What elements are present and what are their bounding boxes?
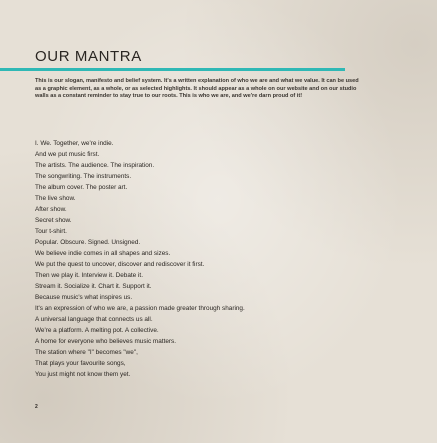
mantra-line: We believe indie comes in all shapes and sizes. xyxy=(35,250,171,257)
mantra-line: We put the quest to uncover, discover and rediscover it first. xyxy=(35,261,205,268)
mantra-line: That plays your favourite songs, xyxy=(35,360,126,367)
mantra-line: Then we play it. Interview it. Debate it. xyxy=(35,272,143,279)
mantra-line: The album cover. The poster art. xyxy=(35,184,128,191)
mantra-line: Stream it. Socialize it. Chart it. Support it. xyxy=(35,283,152,290)
mantra-line: After show. xyxy=(35,206,67,213)
mantra-line: The station where "I" becomes "we", xyxy=(35,349,138,356)
page-title: OUR MANTRA xyxy=(35,48,142,65)
mantra-line: It's an expression of who we are, a passion made greater through sharing. xyxy=(35,305,245,312)
mantra-line: You just might not know them yet. xyxy=(35,371,131,378)
mantra-text-block xyxy=(35,138,355,380)
mantra-line: Because music's what inspires us. xyxy=(35,294,133,301)
intro-paragraph: This is our slogan, manifesto and belief system. It's a written explanation of who we are and what we value. It can be used as a graphic element, as a whole, or as selected highlights. It should appear as a whole on our website and on our studio walls as a constant reminder to stay true to our roots. This is who we are, and we're darn proud of it! xyxy=(35,78,359,100)
mantra-line: The songwriting. The instruments. xyxy=(35,173,132,180)
mantra-line: A universal language that connects us all. xyxy=(35,316,153,323)
page-number: 2 xyxy=(35,404,38,410)
mantra-line: I. We. Together, we're indie. xyxy=(35,140,114,147)
mantra-line: A home for everyone who believes music matters. xyxy=(35,338,177,345)
mantra-line: The artists. The audience. The inspiration. xyxy=(35,162,155,169)
mantra-line: We're a platform. A melting pot. A collective. xyxy=(35,327,159,334)
mantra-line: Popular. Obscure. Signed. Unsigned. xyxy=(35,239,141,246)
mantra-line: And we put music first. xyxy=(35,151,100,158)
mantra-line: The live show. xyxy=(35,195,76,202)
mantra-line: Secret show. xyxy=(35,217,72,224)
mantra-line: Tour t-shirt. xyxy=(35,228,67,235)
accent-divider xyxy=(0,68,345,71)
